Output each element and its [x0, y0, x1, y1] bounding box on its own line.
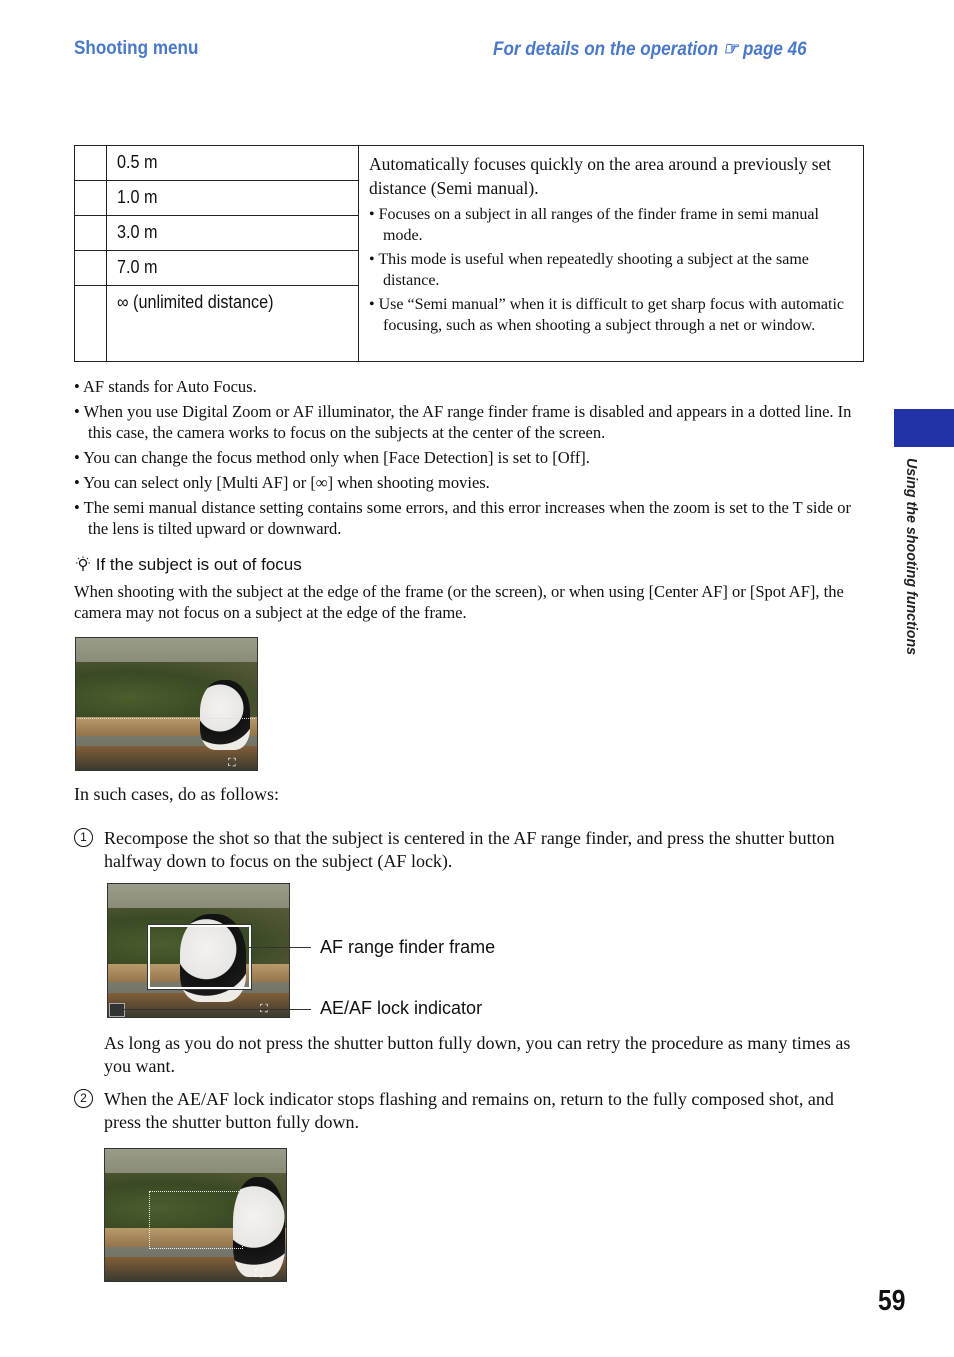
ae-lock-leader	[122, 1009, 311, 1010]
distance-7-0m: 7.0 m	[107, 251, 359, 286]
recomposed-photo	[104, 1148, 287, 1282]
step-1	[74, 827, 864, 873]
intro-text: In such cases, do as follows:	[74, 784, 279, 804]
af-frame-dotted	[149, 1191, 243, 1249]
details-reference: For details on the operation ☞ page 46	[493, 39, 807, 60]
note-item: • You can change the focus method only when [Face Detection] is set to [Off].	[74, 447, 854, 468]
af-lock-photo	[107, 883, 290, 1018]
camera-mode-icon: ⛶	[255, 1267, 263, 1280]
description-text: Automatically focuses quickly on the area around a previously set distance (Semi manual).	[369, 154, 832, 198]
distance-3-0m: 3.0 m	[107, 216, 359, 251]
camera-mode-icon: ⛶	[228, 756, 236, 769]
section-title: Shooting menu	[74, 38, 199, 59]
distance-unlimited: ∞ (unlimited distance)	[107, 286, 359, 362]
focus-distance-table	[74, 145, 864, 362]
distance-1-0m: 1.0 m	[107, 181, 359, 216]
semi-manual-description	[359, 146, 864, 362]
ae-lock-callout: AE/AF lock indicator	[320, 998, 483, 1018]
tip-title: If the subject is out of focus	[95, 555, 302, 574]
tip-heading	[75, 555, 302, 575]
step-2	[74, 1088, 864, 1134]
table-icon-cell	[75, 286, 107, 362]
af-frame-leader	[249, 947, 311, 948]
table-icon-cell	[75, 146, 107, 181]
retry-note: As long as you do not press the shutter button fully down, you can retry the procedure as many times as you want.	[104, 1033, 851, 1076]
note-item: • When you use Digital Zoom or AF illuminator, the AF range finder frame is disabled and appears in a dotted line. In this case, the camera works to focus on the subjects at the center of the screen.	[74, 401, 854, 443]
note-item: • AF stands for Auto Focus.	[74, 376, 854, 397]
out-of-focus-photo	[75, 637, 258, 771]
bullet-item: • This mode is useful when repeatedly shooting a subject at the same distance.	[369, 249, 851, 291]
step-text: Recompose the shot so that the subject is centered in the AF range finder, and press the shutter button halfway down to focus on the subject (AF lock).	[104, 828, 835, 871]
table-icon-cell	[75, 251, 107, 286]
step-number: 1	[74, 828, 93, 847]
page-number: 59	[878, 1285, 906, 1317]
section-side-tab	[894, 409, 954, 447]
notes-list	[74, 376, 854, 543]
table-icon-cell	[75, 216, 107, 251]
step-number: 2	[74, 1089, 93, 1108]
lightbulb-icon	[75, 556, 91, 572]
note-item: • The semi manual distance setting contains some errors, and this error increases when the zoom is set to the T side or the lens is tilted upward or downward.	[74, 497, 854, 539]
tip-body: When shooting with the subject at the edge of the frame (or the screen), or when using [Center AF] or [Spot AF], the camera may not focus on a subject at the edge of the frame.	[74, 582, 844, 622]
distance-0-5m: 0.5 m	[107, 146, 359, 181]
af-frame-callout: AF range finder frame	[320, 937, 496, 957]
bullet-item: • Use “Semi manual” when it is difficult to get sharp focus with automatic focusing, such as when shooting a subject through a net or window.	[369, 294, 851, 336]
description-bullets	[369, 204, 851, 336]
cat-subject	[200, 680, 250, 750]
side-section-label: Using the shooting functions	[903, 458, 920, 656]
note-item: • You can select only [Multi AF] or [∞] when shooting movies.	[74, 472, 854, 493]
af-range-finder-frame	[148, 925, 251, 989]
bullet-item: • Focuses on a subject in all ranges of the finder frame in semi manual mode.	[369, 204, 851, 246]
table-icon-cell	[75, 181, 107, 216]
ae-af-lock-indicator	[109, 1003, 125, 1017]
step-text: When the AE/AF lock indicator stops flashing and remains on, return to the fully composed shot, and press the shutter button fully down.	[104, 1089, 834, 1132]
